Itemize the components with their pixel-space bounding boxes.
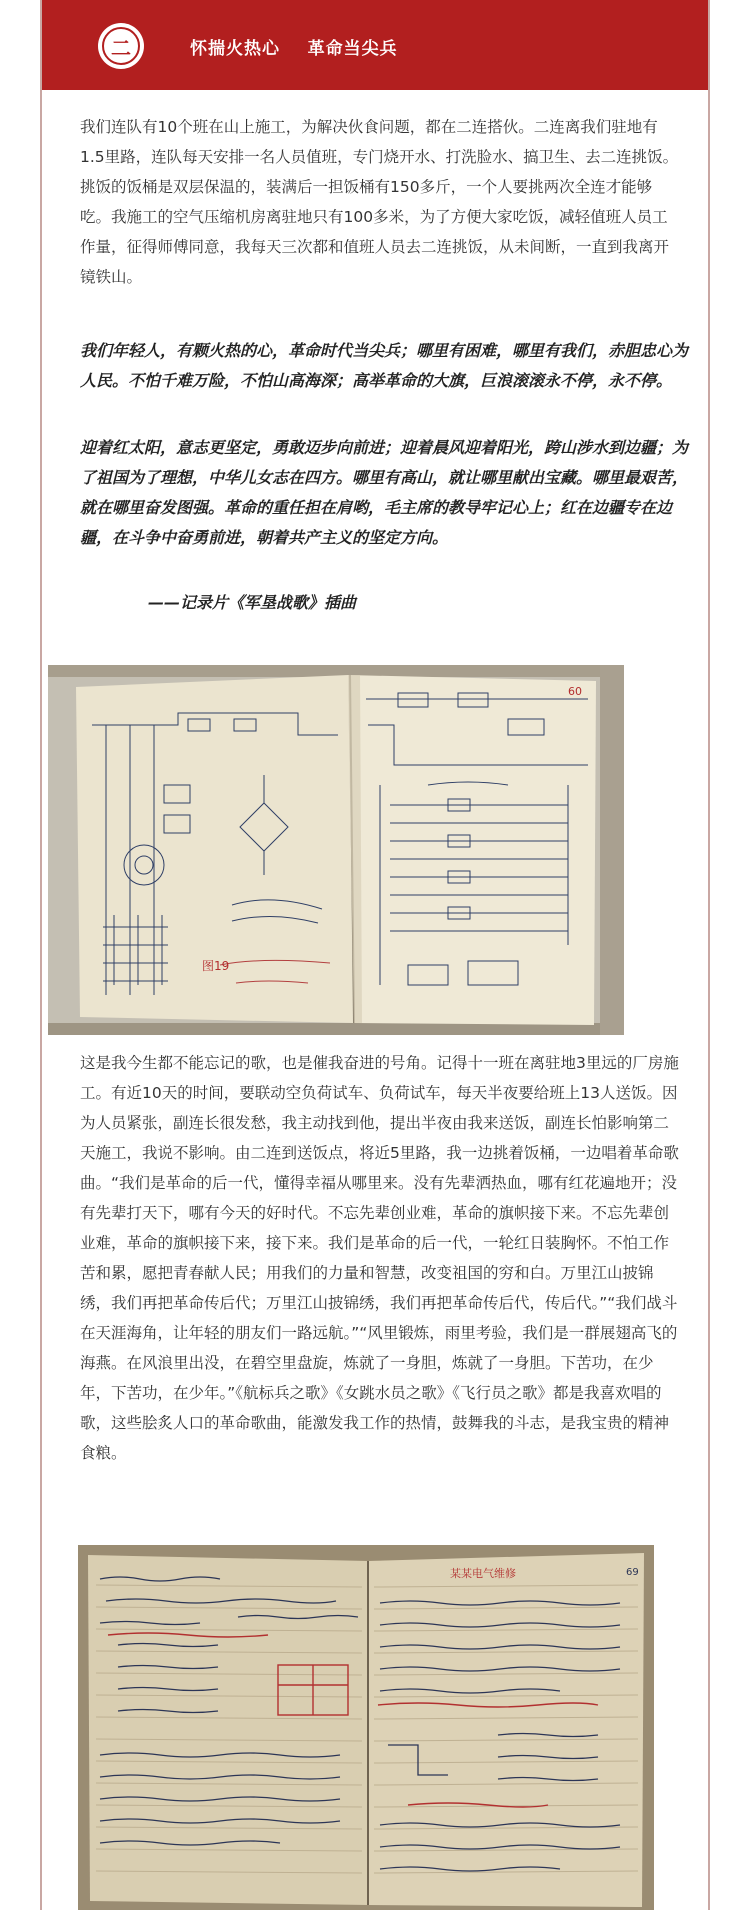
paragraph-intro: 我们连队有10个班在山上施工，为解决伙食问题，都在二连搭伙。二连离我们驻地有1.5里路，连队每天安排一名人员值班，专门烧开水、打洗脸水、搞卫生、去二连挑饭。挑饭的饭桶是双层保温的，装满后一担饭桶有150多斤，一个人要挑两次全连才能够吃。我施工的空气压缩机房离驻地只有100多米，为了方便大家吃饭，减轻值班人员工作量，征得师傅同意，我每天三次都和值班人员去二连挑饭，从未间断，一直到我离开镜铁山。	[80, 118, 679, 286]
figure-label: 图19	[202, 959, 230, 973]
section-title: 怀揣火热心 革命当尖兵	[190, 39, 398, 59]
notebook-photo-notes	[78, 1545, 654, 1910]
section-header	[42, 0, 708, 90]
notebook-photo-circuits	[48, 665, 624, 1035]
song-lyrics-stanza-2: 迎着红太阳，意志更坚定，勇敢迈步向前进；迎着晨风迎着阳光，跨山涉水到边疆；为了祖国为了理想，中华儿女志在四方。哪里有高山，就让哪里献出宝藏。哪里最艰苦，就在哪里奋发图强。革命的重任担在肩哟，毛主席的教导牢记心上；红在边疆专在边疆，在斗争中奋勇前进，朝着共产主义的坚定方向。	[80, 438, 689, 547]
section-number-badge	[98, 23, 144, 69]
section-number: 二	[102, 27, 140, 65]
notebook-heading: 某某电气维修	[450, 1567, 516, 1580]
song-lyrics-stanza-1: 我们年轻人，有颗火热的心，革命时代当尖兵；哪里有困难，哪里有我们，赤胆忠心为人民。不怕千难万险，不怕山高海深；高举革命的大旗，巨浪滚滚永不停，永不停。	[80, 341, 689, 390]
paragraph-story: 这是我今生都不能忘记的歌，也是催我奋进的号角。记得十一班在离驻地3里远的厂房施工。有近10天的时间，要联动空负荷试车、负荷试车，每天半夜要给班上13人送饭。因为人员紧张，副连长很发愁，我主动找到他，提出半夜由我来送饭，副连长怕影响第二天施工，我说不影响。由二连到送饭点，将近5里路，我一边挑着饭桶，一边唱着革命歌曲。“我们是革命的后一代，懂得幸福从哪里来。没有先辈洒热血，哪有红花遍地开；没有先辈打天下，哪有今天的好时代。不忘先辈创业难，革命的旗帜接下来。不忘先辈创业难，革命的旗帜接下来，接下来。我们是革命的后一代，一轮红日装胸怀。不怕工作苦和累，愿把青春献人民；用我们的力量和智慧，改变祖国的穷和白。万里江山披锦绣，我们再把革命传后代；万里江山披锦绣，我们再把革命传后代，传后代。”“我们战斗在天涯海角，让年轻的朋友们一路远航。”“风里锻炼，雨里考验，我们是一群展翅高飞的海燕。在风浪里出没，在碧空里盘旋，炼就了一身胆，炼就了一身胆。下苦功，在少年，下苦功，在少年。”《航标兵之歌》《女跳水员之歌》《飞行员之歌》都是我喜欢唱的歌，这些脍炙人口的革命歌曲，能激发我工作的热情，鼓舞我的斗志，是我宝贵的精神食粮。	[80, 1054, 679, 1462]
notebook-page-number: 60	[568, 685, 582, 698]
notebook-page-number-2: 69	[626, 1567, 639, 1578]
article-page	[40, 0, 710, 1910]
song-credit: ——记录片《军垦战歌》插曲	[148, 593, 357, 612]
